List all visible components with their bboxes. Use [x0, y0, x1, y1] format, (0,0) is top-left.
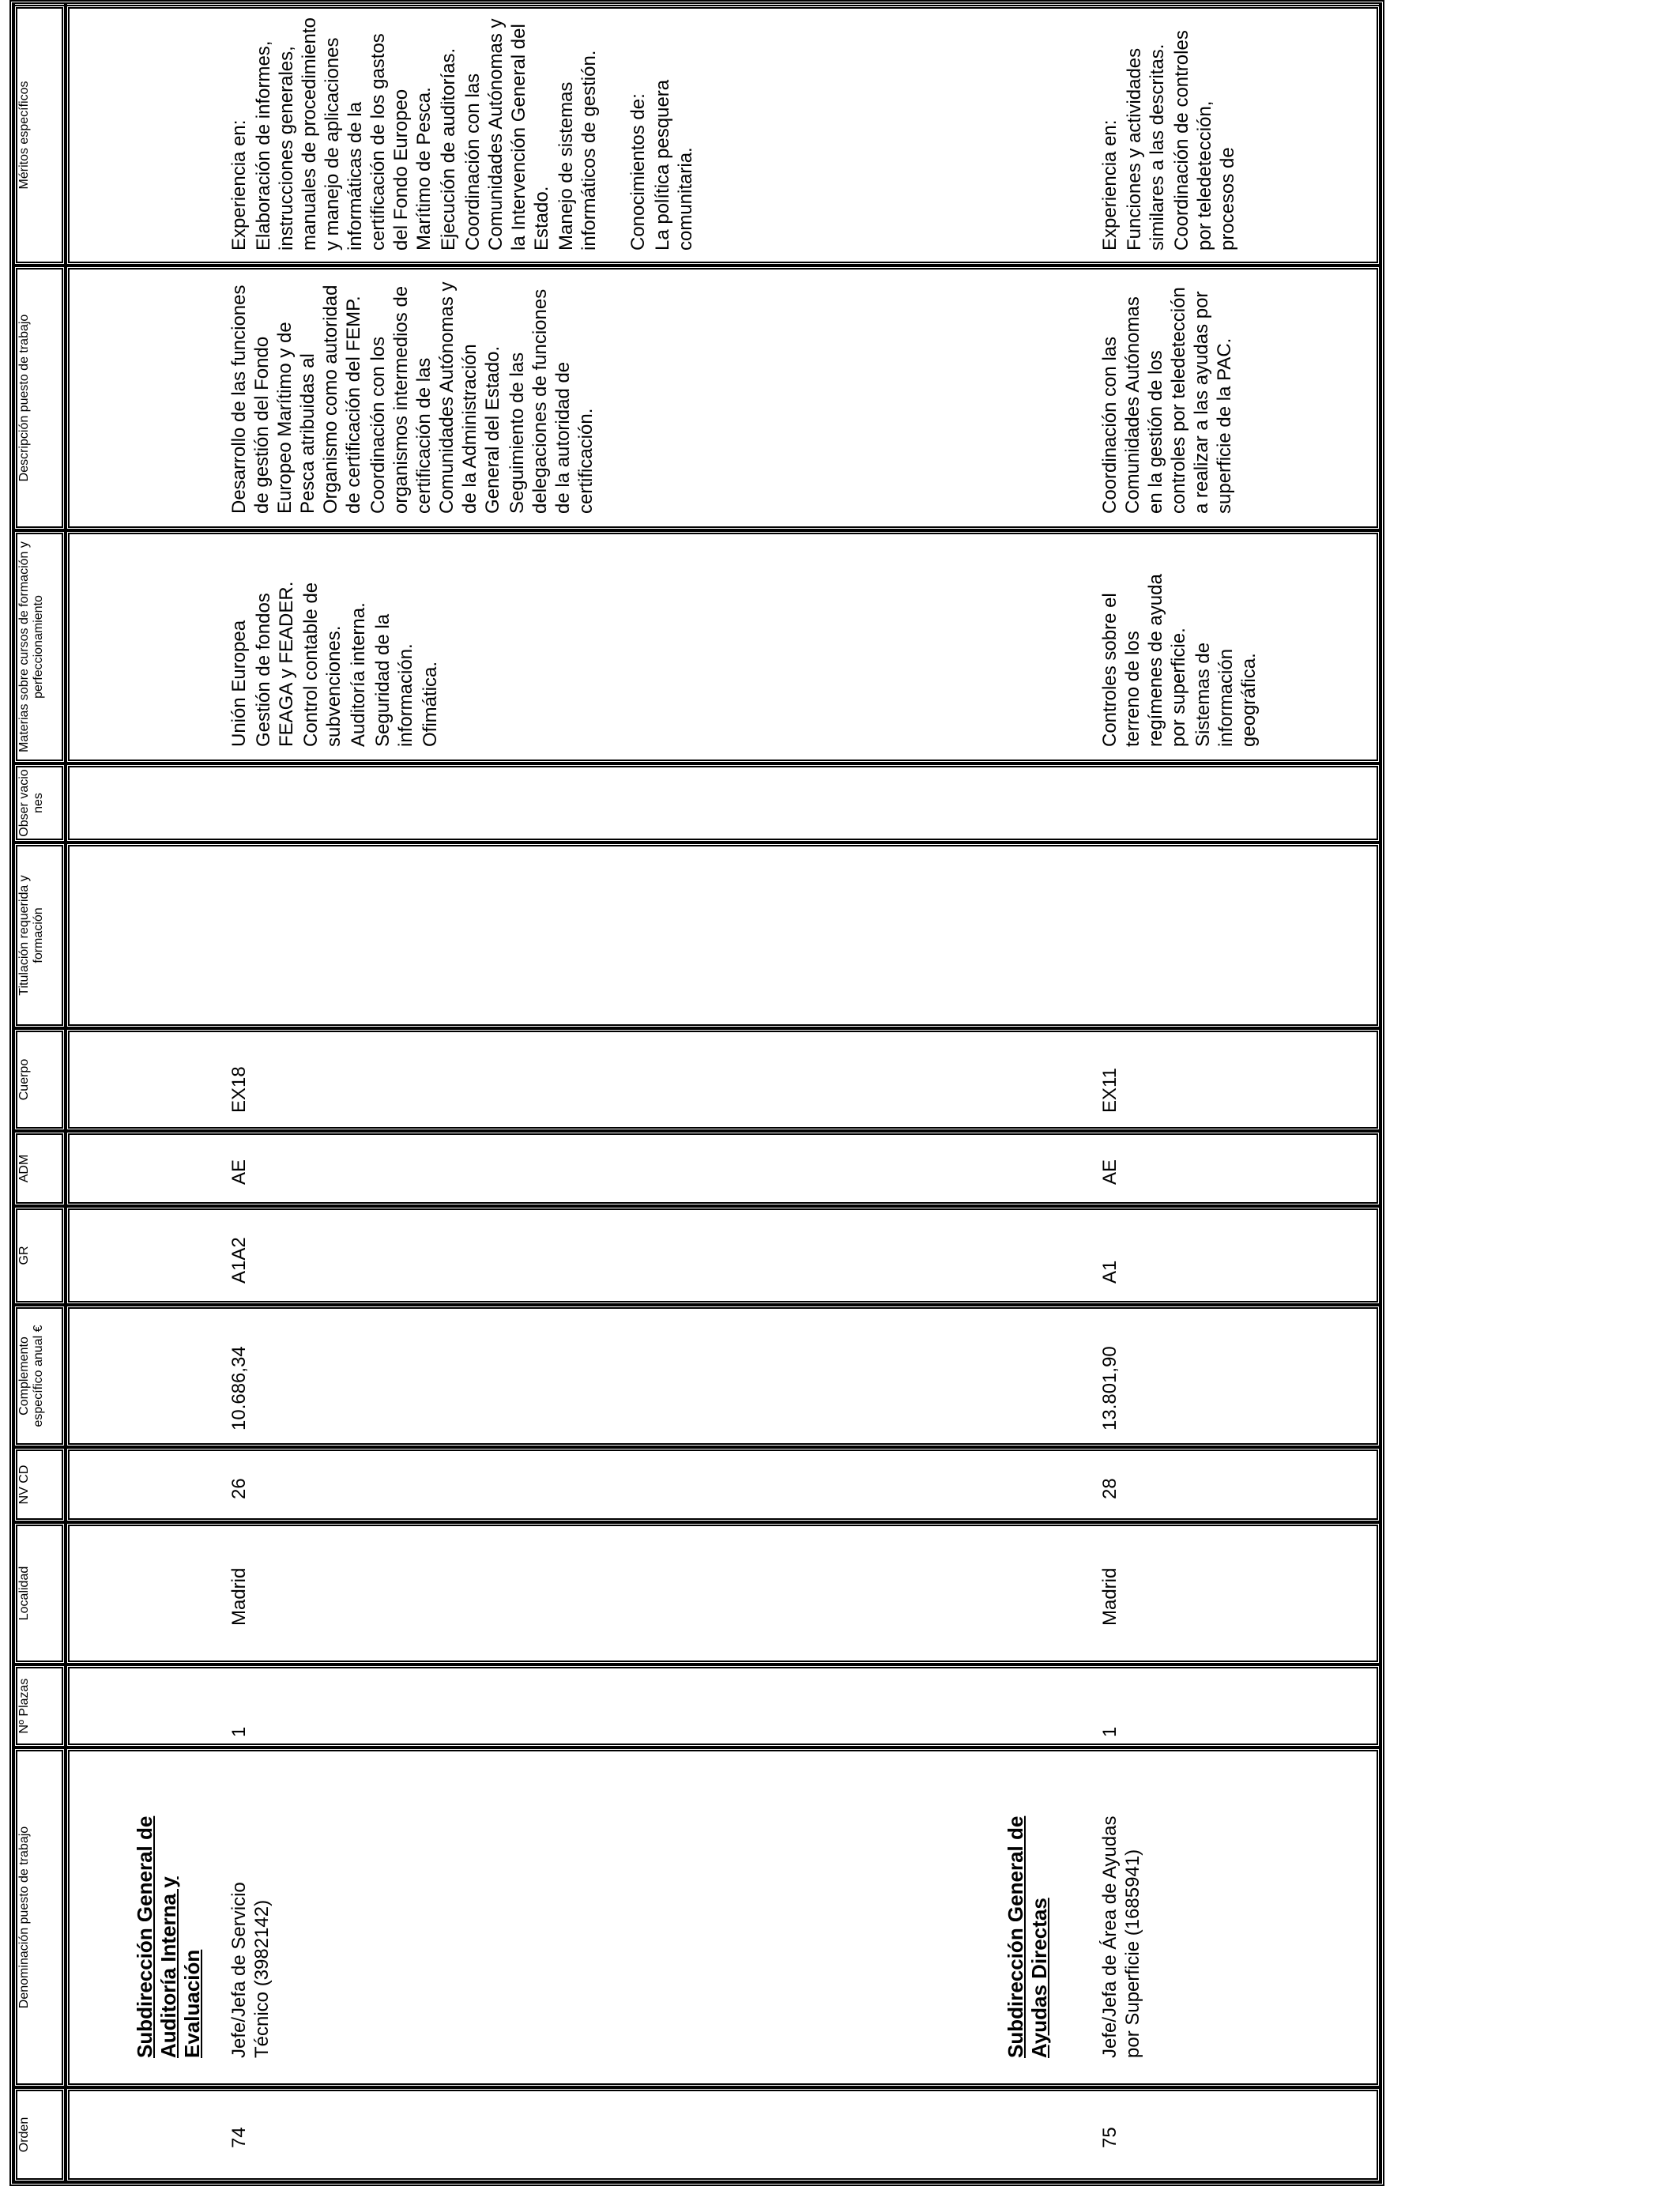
merito-item: Ejecución de auditorías. — [438, 47, 459, 251]
header-descripcion: Descripción puesto de trabajo — [13, 266, 66, 530]
orden-74: 74 — [228, 2127, 250, 2148]
materia-item: Ofimática. — [420, 661, 441, 747]
materia-item: Sistemas de información geográfica. — [1192, 642, 1260, 747]
materias-list — [228, 541, 443, 747]
cell-titulacion — [66, 843, 1381, 1028]
header-plazas: Nº Plazas — [13, 1664, 66, 1747]
header-materias: Materias sobre cursos de formación y perfeccionamiento — [13, 530, 66, 763]
materia-item: Unión Europea — [228, 620, 250, 747]
plazas-value: 1 — [228, 1726, 250, 1737]
descripcion-item: Seguimiento de las delegaciones de funciones de la autoridad de certificación. — [507, 288, 597, 514]
gr-value: A1A2 — [228, 1237, 250, 1284]
cell-em — [66, 4, 1381, 5]
merito-item: Experiencia en: — [1099, 119, 1121, 251]
job-table — [9, 0, 1384, 2186]
localidad-value: Madrid — [228, 1567, 250, 1626]
cuerpo-value: EX18 — [228, 1066, 250, 1113]
section-title: Subdirección General de Ayudas Directas — [1004, 1815, 1051, 2058]
job-title: Jefe/Jefa de Área de Ayudas por Superficie (1685941) — [1099, 1815, 1143, 2058]
orden-75: 75 — [1099, 2127, 1121, 2148]
header-orden: Orden — [13, 2087, 66, 2182]
materia-item: Gestión de fondos FEAGA y FEADER. — [253, 581, 297, 747]
localidad-value: Madrid — [1099, 1567, 1121, 1626]
table-row — [66, 4, 1381, 2182]
adm-value: AE — [228, 1159, 250, 1185]
header-cuerpo: Cuerpo — [13, 1028, 66, 1131]
merito-item: Funciones y actividades similares a las descritas. — [1124, 43, 1168, 251]
cell-meritos — [66, 5, 1381, 266]
cell-nv-cd — [66, 1447, 1381, 1522]
descripcion-item: Desarrollo de las funciones de gestión del Fondo Europeo Marítimo y de Pesca atribuidas al Organismo como autoridad de certificación del FEMP. — [228, 285, 364, 514]
materia-item: Auditoría interna. — [348, 602, 369, 747]
nv-cd-value: 28 — [1099, 1478, 1121, 1499]
section-title: Subdirección General de Auditoría Interna y Evaluación — [133, 1815, 204, 2058]
cell-orden — [66, 2087, 1381, 2182]
header-denominacion: Denominación puesto de trabajo — [13, 1747, 66, 2087]
cell-denominacion — [66, 1747, 1381, 2087]
merito-item: Manejo de sistemas informáticos de gestión. — [556, 50, 600, 251]
cell-plazas — [66, 1664, 1381, 1747]
header-localidad: Localidad — [13, 1522, 66, 1664]
materia-item: Controles sobre el terreno de los regímenes de ayuda por superficie. — [1099, 574, 1189, 747]
merito-item: Coordinación de controles por teledetección, procesos de — [1171, 30, 1238, 251]
gr-value: A1 — [1099, 1260, 1121, 1284]
cell-adm — [66, 1131, 1381, 1206]
header-meritos: Méritos específicos — [13, 5, 66, 266]
header-em — [13, 4, 66, 5]
cell-complemento — [66, 1305, 1381, 1447]
complemento-value: 13.801,90 — [1099, 1346, 1121, 1431]
header-complemento: Complemento específico anual € — [13, 1305, 66, 1447]
header-titulacion: Titulación requerida y formación — [13, 843, 66, 1028]
header-gr: GR — [13, 1206, 66, 1305]
cell-materias — [66, 530, 1381, 763]
header-adm: ADM — [13, 1131, 66, 1206]
cuerpo-value: EX11 — [1099, 1068, 1121, 1113]
complemento-value: 10.686,34 — [228, 1346, 250, 1431]
materias-list — [1098, 557, 1262, 747]
cell-observaciones — [66, 763, 1381, 843]
adm-value: AE — [1099, 1159, 1121, 1185]
plazas-value: 1 — [1099, 1726, 1121, 1737]
cell-cuerpo — [66, 1028, 1381, 1131]
meritos-list — [1098, 21, 1241, 251]
nv-cd-value: 26 — [228, 1478, 250, 1499]
descripcion-list — [228, 273, 599, 514]
job-title: Jefe/Jefa de Servicio Técnico (3982142) — [228, 1882, 273, 2058]
merito-item: Conocimientos de: — [627, 93, 649, 251]
header-observaciones: Obser vacio nes — [13, 763, 66, 843]
descripcion-item: Coordinación con los organismos intermedios de certificación de las Comunidades Autónomas y de la Administración General del Estado. — [367, 281, 503, 514]
merito-item: Coordinación con las Comunidades Autónomas y la Intervención General del Estado. — [462, 18, 552, 251]
materia-item: Control contable de subvenciones. — [300, 582, 345, 747]
descripcion-list — [1098, 285, 1237, 514]
merito-item: Elaboración de informes, instrucciones generales, manuales de procedimiento y manejo de aplicaciones informáticas de la certificación de los gastos del Fondo Europeo Marítimo de Pesca. — [253, 17, 435, 251]
merito-item: La política pesquera comunitaria. — [652, 79, 696, 251]
descripcion-item: Coordinación con las Comunidades Autónomas en la gestión de los controles por teledetección a realizar a las ayudas por superficie de la PAC. — [1099, 287, 1235, 514]
header-nv-cd: NV CD — [13, 1447, 66, 1522]
cell-localidad — [66, 1522, 1381, 1664]
materia-item: Seguridad de la información. — [372, 613, 416, 747]
cell-gr — [66, 1206, 1381, 1305]
meritos-list — [228, 13, 699, 251]
merito-spacer — [602, 13, 625, 251]
merito-item: Experiencia en: — [228, 119, 250, 251]
cell-descripcion — [66, 266, 1381, 530]
